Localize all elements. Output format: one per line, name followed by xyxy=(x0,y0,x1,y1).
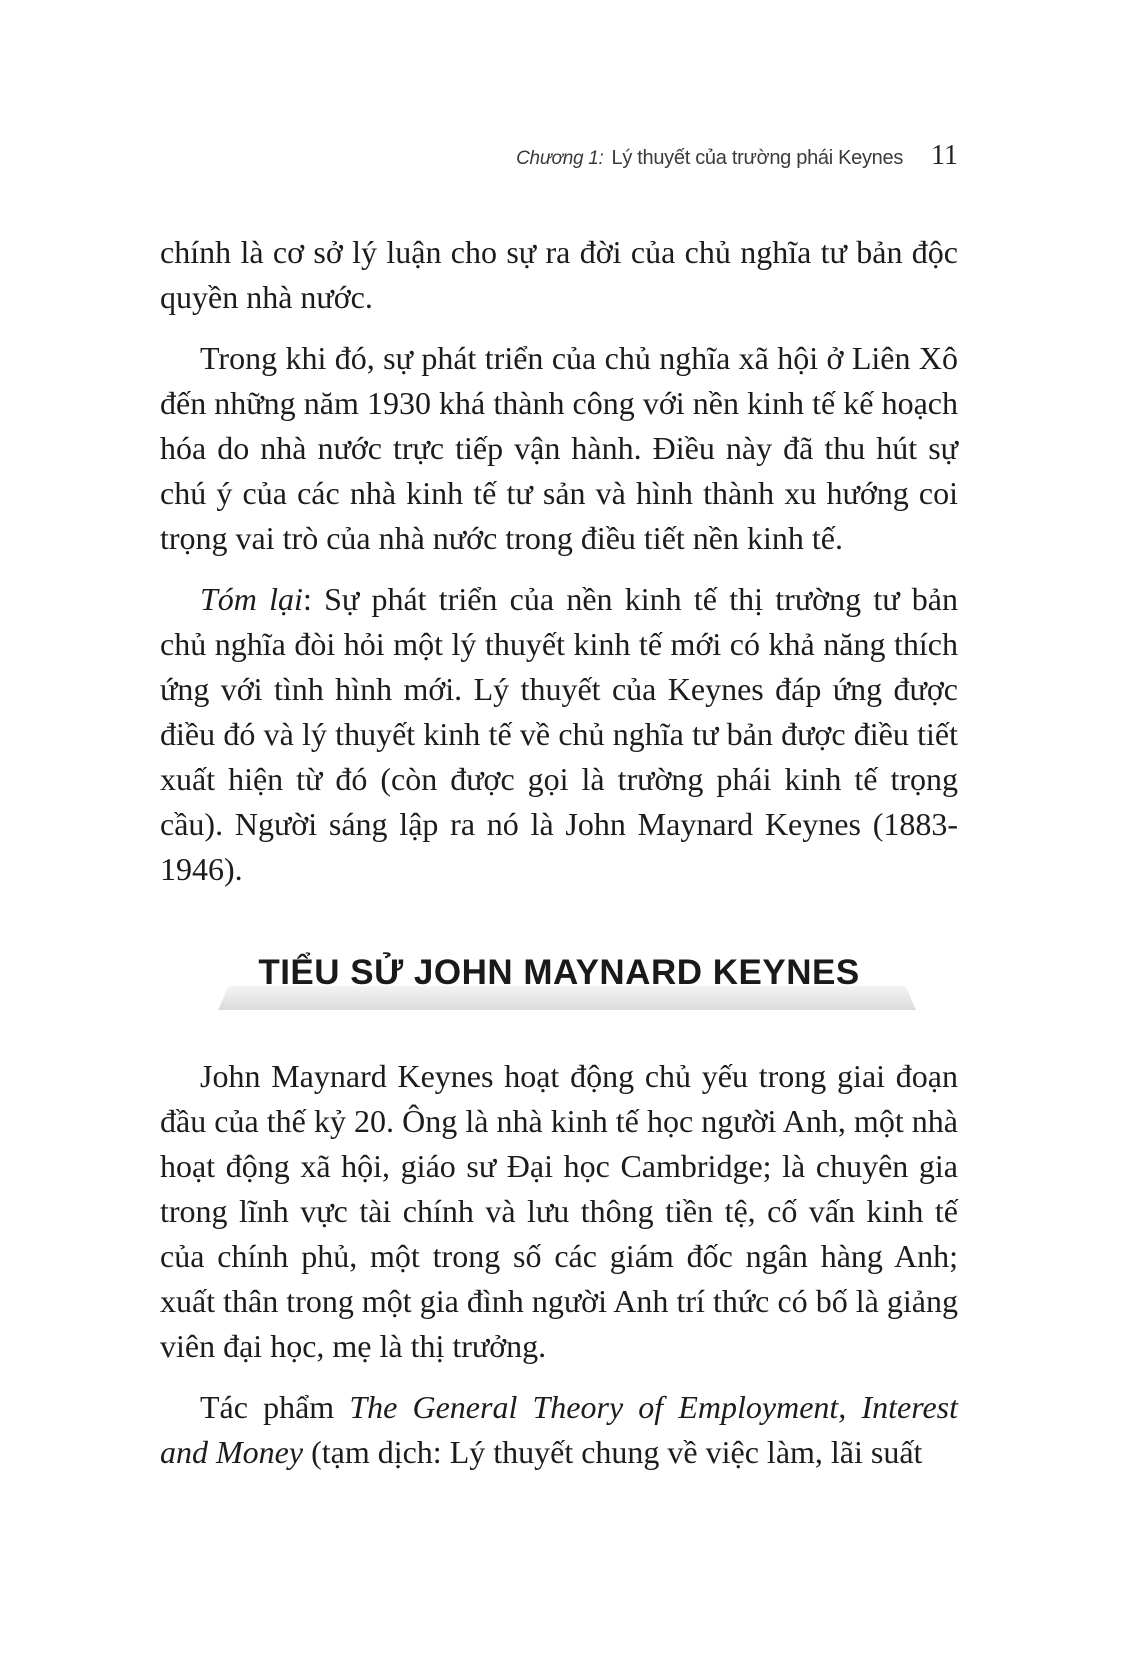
summary-text: : Sự phát triển của nền kinh tế thị trường tư bản chủ nghĩa đòi hỏi một lý thuyết kinh tế mới có khả năng thích ứng với tình hình mới. Lý thuyết của Keynes đáp ứng được điều đó và lý thuyết kinh tế về chủ nghĩa tư bản được điều tiết xuất hiện từ đó (còn được gọi là trường phái kinh tế trọng cầu). Người sáng lập ra nó là John Maynard Keynes (1883-1946). xyxy=(160,581,959,887)
paragraph-summary xyxy=(160,577,958,892)
paragraph-biography: John Maynard Keynes hoạt động chủ yếu trong giai đoạn đầu của thế kỷ 20. Ông là nhà kinh tế học người Anh, một nhà hoạt động xã hội, giáo sư Đại học Cambridge; là chuyên gia trong lĩnh vực tài chính và lưu thông tiền tệ, cố vấn kinh tế của chính phủ, một trong số các giám đốc ngân hàng Anh; xuất thân trong một gia đình người Anh trí thức có bố là giảng viên đại học, mẹ là thị trưởng. xyxy=(160,1058,958,1364)
work-translation: (tạm dịch: Lý thuyết chung về việc làm, lãi suất xyxy=(303,1434,923,1470)
chapter-title: Lý thuyết của trường phái Keynes xyxy=(611,147,904,169)
work-intro: Tác phẩm xyxy=(200,1389,350,1425)
section-heading: TIỂU SỬ JOHN MAYNARD KEYNES xyxy=(258,953,860,992)
section-heading-block xyxy=(160,948,958,1010)
paragraph-general-theory xyxy=(160,1385,958,1475)
page-body xyxy=(160,230,958,1491)
paragraph-continuation: chính là cơ sở lý luận cho sự ra đời của chủ nghĩa tư bản độc quyền nhà nước. xyxy=(160,234,958,315)
paragraph-soviet-context: Trong khi đó, sự phát triển của chủ nghĩa xã hội ở Liên Xô đến những năm 1930 khá thành công với nền kinh tế kế hoạch hóa do nhà nước trực tiếp vận hành. Điều này đã thu hút sự chú ý của các nhà kinh tế tư sản và hình thành xu hướng coi trọng vai trò của nhà nước trong điều tiết nền kinh tế. xyxy=(160,340,958,556)
running-head xyxy=(516,140,958,172)
page-number: 11 xyxy=(931,140,958,171)
summary-label: Tóm lại xyxy=(200,581,303,617)
chapter-label: Chương 1: xyxy=(516,148,604,169)
book-title: The General Theory of Employment, Interest and Money xyxy=(160,1389,959,1470)
